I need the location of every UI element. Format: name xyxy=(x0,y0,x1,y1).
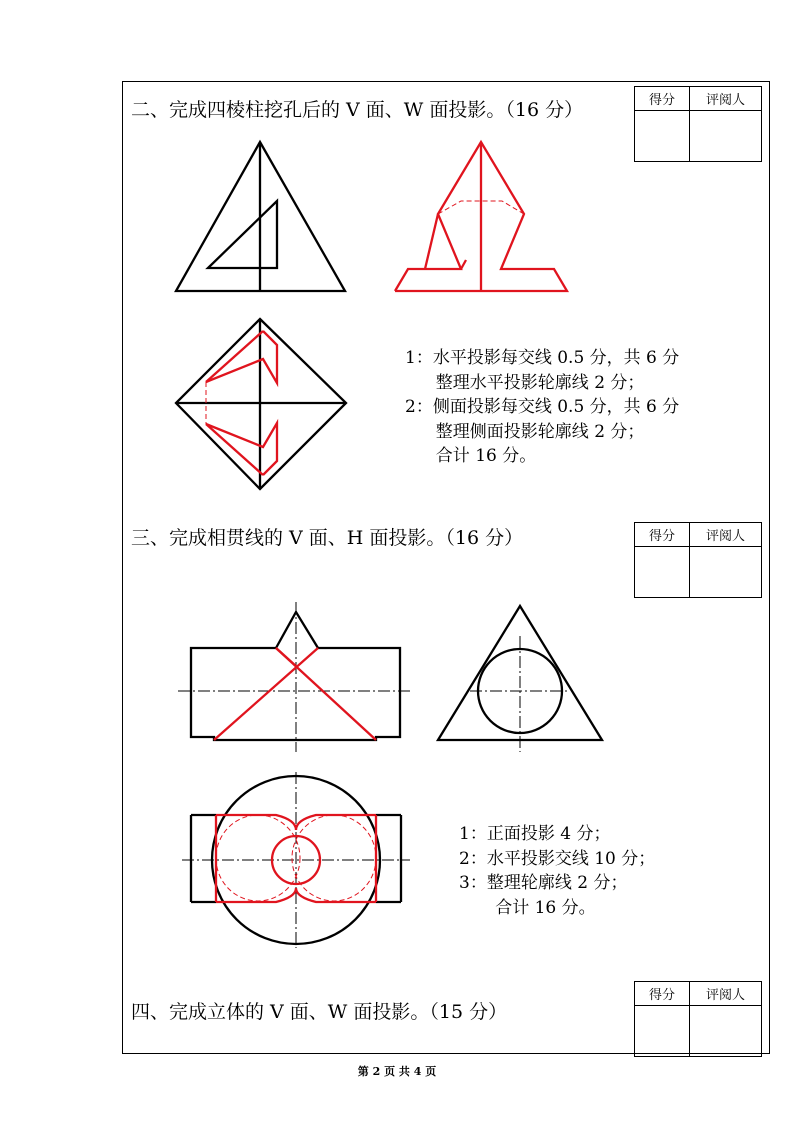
q2-side-view-answer xyxy=(395,142,567,291)
note-line: 2：侧面投影每交线 0.5 分，共 6 分 xyxy=(405,397,680,417)
score-header: 得分 xyxy=(635,982,690,1006)
q2-hidden-lines xyxy=(206,201,524,424)
question-2-title: 二、完成四棱柱挖孔后的 V 面、W 面投影。（16 分） xyxy=(131,99,584,121)
note-line: 整理水平投影轮廓线 2 分； xyxy=(425,372,645,393)
page-footer: 第 2 页 共 4 页 xyxy=(357,1065,437,1078)
score-header: 得分 xyxy=(635,523,690,547)
question-3-title: 三、完成相贯线的 V 面、H 面投影。（16 分） xyxy=(131,527,524,549)
note-line: 1：水平投影每交线 0.5 分，共 6 分 xyxy=(405,348,680,368)
note-line: 2：水平投影交线 10 分； xyxy=(459,848,656,869)
question-4-title: 四、完成立体的 V 面、W 面投影。（15 分） xyxy=(131,1001,508,1023)
reviewer-header: 评阅人 xyxy=(690,523,761,547)
q2-front-view xyxy=(176,142,345,291)
reviewer-header: 评阅人 xyxy=(690,87,761,111)
q3-front-answer xyxy=(214,648,376,740)
note-line: 3：整理轮廓线 2 分； xyxy=(459,873,628,893)
note-line: 1：正面投影 4 分； xyxy=(459,824,611,844)
note-line: 合计 16 分。 xyxy=(425,446,537,466)
note-line: 整理侧面投影轮廓线 2 分； xyxy=(425,421,645,442)
score-header: 得分 xyxy=(635,87,690,111)
note-line: 合计 16 分。 xyxy=(479,897,596,918)
reviewer-header: 评阅人 xyxy=(690,982,761,1006)
q2-top-view xyxy=(176,319,346,489)
center-lines xyxy=(178,602,570,948)
